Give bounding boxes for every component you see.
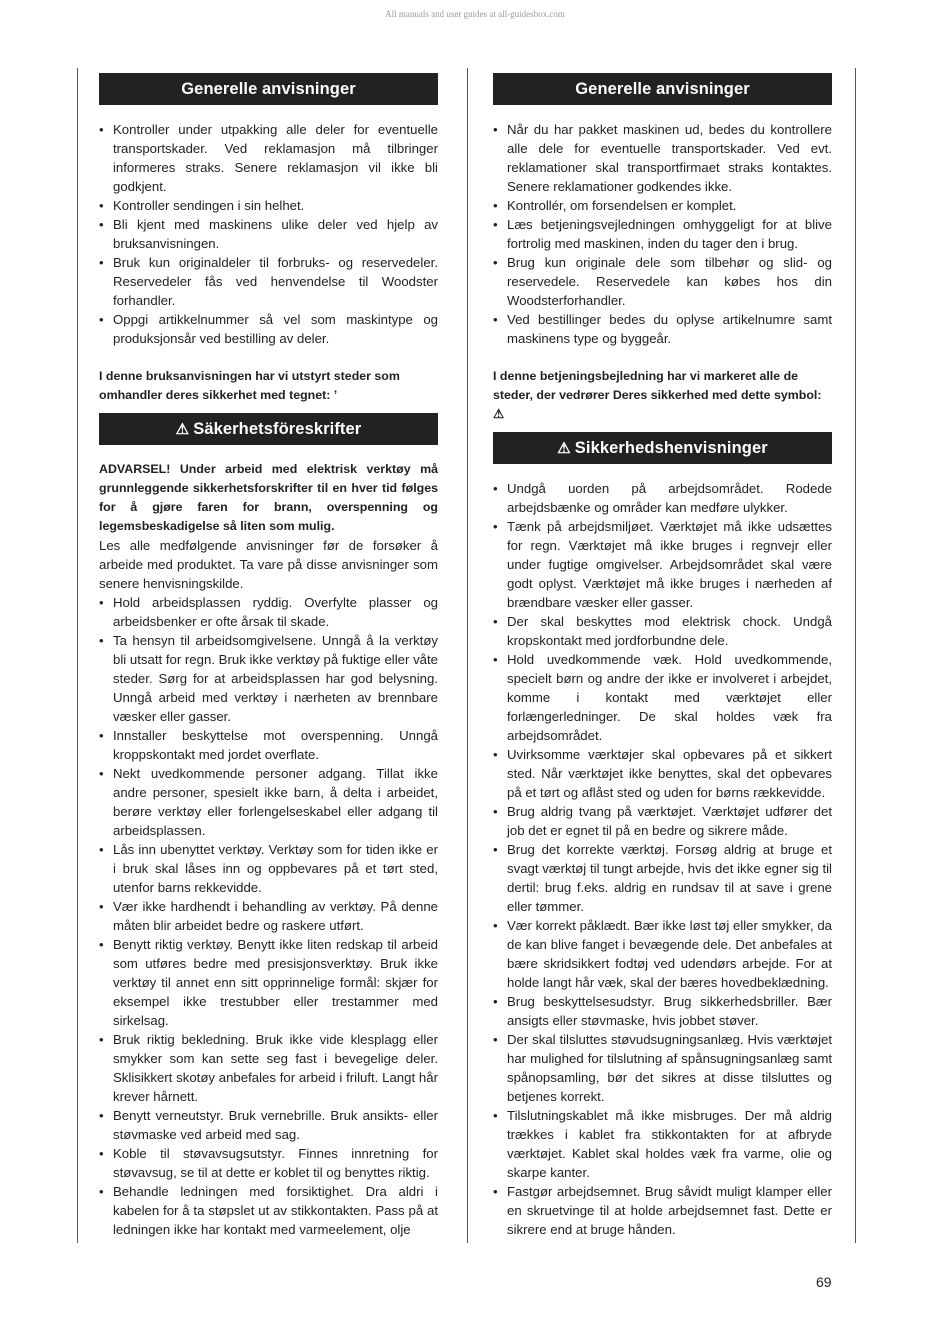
right-column <box>493 73 832 1239</box>
list-item: • Koble til støvavsugsutstyr. Finnes innretning for støvavsug, se til at dette er koblet til og benyttes riktig. <box>99 1144 438 1182</box>
list-item: • Undgå uorden på arbejdsområdet. Rodede arbejdsbænke og områder kan medføre ulykker. <box>493 479 832 517</box>
list-item: • Når du har pakket maskinen ud, bedes du kontrollere alle dele for eventuelle transportskader. Ved evt. reklamationer skal transportfirmaet straks kontaktes. Senere reklamationer godkendes ikke. <box>493 120 832 196</box>
page-number: 69 <box>816 1274 832 1290</box>
warning-triangle-icon: ⚠ <box>493 407 505 421</box>
intro-paragraph-no: Les alle medfølgende anvisninger før de forsøker å arbeide med produktet. Ta vare på disse anvisninger som senere henvisningskilde. <box>99 538 438 591</box>
list-item: • Fastgør arbejdsemnet. Brug såvidt muligt klamper eller en skruetvinge til at holde arbejdsemnet fast. Dette er sikrere end at bruge hånden. <box>493 1182 832 1239</box>
list-item: • Benytt verneutstyr. Bruk vernebrille. Bruk ansikts- eller støvmaske ved arbeid med sag. <box>99 1106 438 1144</box>
left-margin-rule <box>77 68 78 1243</box>
list-item: • Læs betjeningsvejledningen omhyggeligt for at blive fortrolig med maskinen, inden du tager den i brug. <box>493 215 832 253</box>
safety-list-da <box>493 479 832 1239</box>
list-item: • Uvirksomme værktøjer skal opbevares på et sikkert sted. Når værktøjet ikke benyttes, skal det opbevares på et tørt og aflåst sted og uden for børns rækkevidde. <box>493 745 832 802</box>
list-item: • Brug aldrig tvang på værktøjet. Værktøjet udfører det job det er egnet til på en bedre og sikrere måde. <box>493 802 832 840</box>
list-item: • Tilslutningskablet må ikke misbruges. Der må aldrig trækkes i kablet fra stikkontakten for at afbryde værktøjet. Kablet skal holdes væk fra varme, olie og skarpe kanter. <box>493 1106 832 1182</box>
list-item: • Nekt uvedkommende personer adgang. Tillat ikke andre personer, spesielt ikke barn, å delta i arbeidet, berøre verktøy eller forlengelseskabel eller adgang til arbeidsplassen. <box>99 764 438 840</box>
list-item: • Brug beskyttelsesudstyr. Brug sikkerhedsbriller. Bær ansigts eller støvmaske, hvis jobbet støver. <box>493 992 832 1030</box>
warning-triangle-icon: ⚠ <box>557 440 571 457</box>
list-item: • Innstaller beskyttelse mot overspenning. Unngå kroppskontakt med jordet overflate. <box>99 726 438 764</box>
list-item: • Bli kjent med maskinens ulike deler ved hjelp av bruksanvisningen. <box>99 215 438 253</box>
list-item: • Lås inn ubenyttet verktøy. Verktøy som for tiden ikke er i bruk skal låses inn og oppbevares på et tørt sted, utenfor barns rekkevidde. <box>99 840 438 897</box>
general-heading-no: Generelle anvisninger <box>99 73 438 105</box>
list-item: • Oppgi artikkelnummer så vel som maskintype og produksjonsår ved bestilling av deler. <box>99 310 438 348</box>
list-item: • Behandle ledningen med forsiktighet. Dra aldri i kabelen for å ta støpslet ut av stikkontakten. Pass på at ledningen ikke har kontakt med varmeelement, olje <box>99 1182 438 1239</box>
symbol-note-no: I denne bruksanvisningen har vi utstyrt steder som omhandler deres sikkerhet med tegnet: ’ <box>99 369 400 402</box>
left-column <box>99 73 438 1239</box>
right-margin-rule <box>855 68 856 1243</box>
safety-heading-no <box>99 413 438 445</box>
warning-triangle-icon: ⚠ <box>175 421 190 438</box>
list-item: • Der skal beskyttes mod elektrisk chock. Undgå kropskontakt med jordforbundne dele. <box>493 612 832 650</box>
symbol-note-da <box>493 367 832 424</box>
list-item: • Bruk riktig bekledning. Bruk ikke vide klesplagg eller smykker som kan sette seg fast i bevegelige deler. Sklisikkert skotøy anbefales for arbeid i friluft. Langt hår krever hårnett. <box>99 1030 438 1106</box>
watermark-text: All manuals and user guides at all-guidesbox.com <box>385 9 565 19</box>
list-item: • Ved bestillinger bedes du oplyse artikelnumre samt maskinens type og byggeår. <box>493 310 832 348</box>
list-item: • Vær ikke hardhendt i behandling av verktøy. På denne måten blir arbeidet bedre og raskere utført. <box>99 897 438 935</box>
list-item: • Bruk kun originaldeler til forbruks- og reservedeler. Reservedeler fås ved henvendelse til Woodster forhandler. <box>99 253 438 310</box>
list-item: • Benytt riktig verktøy. Benytt ikke liten redskap til arbeid som utføres bedre med presisjonsverktøy. Bruk ikke verktøy til annet enn sitt opprinnelige formål: skjær for eksempel ikke trestubber eller trestammer med sirkelsag. <box>99 935 438 1030</box>
list-item: • Brug kun originale dele som tilbehør og slid- og reservedele. Reservedele kan købes hos din Woodsterforhandler. <box>493 253 832 310</box>
safety-list-no <box>99 593 438 1239</box>
general-heading-da: Generelle anvisninger <box>493 73 832 105</box>
list-item: • Hold uvedkommende væk. Hold uvedkommende, specielt børn og andre der ikke er involveret i arbejdet, komme i kontakt med værktøjet eller forlængerledninger. De skal holdes væk fra arbejdsområdet. <box>493 650 832 745</box>
safety-heading-da <box>493 432 832 464</box>
list-item: • Hold arbeidsplassen ryddig. Overfylte plasser og arbeidsbenker er ofte årsak til skade. <box>99 593 438 631</box>
list-item: • Ta hensyn til arbeidsomgivelsene. Unngå å la verktøy bli utsatt for regn. Bruk ikke verktøy på fuktige eller våte steder. Sørg for at arbeidsplassen har god belysning. Unngå arbeid med verktøy i nærheten av brennbare væsker eller gasser. <box>99 631 438 726</box>
safety-heading-no-label: Säkerhetsföreskrifter <box>193 420 362 438</box>
list-item: • Kontroller under utpakking alle deler for eventuelle transportskader. Ved reklamasjon må tilbringer informeres straks. Senere reklamasjon vil ikke bli godkjent. <box>99 120 438 196</box>
symbol-note-da-text: I denne betjeningsbejledning har vi markeret alle de steder, der vedrører Deres sikkerhed med dette symbol: <box>493 369 822 402</box>
list-item: • Kontroller sendingen i sin helhet. <box>99 196 438 215</box>
center-divider-rule <box>467 68 468 1243</box>
general-list-no <box>99 120 438 348</box>
list-item: • Brug det korrekte værktøj. Forsøg aldrig at bruge et svagt værktøj til tungt arbejde, hvis det ikke egner sig til dertil: brug f.eks. aldrig en rundsav til at save i grene eller tømmer. <box>493 840 832 916</box>
list-item: • Vær korrekt påklædt. Bær ikke løst tøj eller smykker, da de kan blive fanget i bevægende dele. Det anbefales at bære skridsikkert fodtøj ved udendørs arbejde. For at holde langt hår væk, skal der bæres hovedbeklædning. <box>493 916 832 992</box>
general-list-da <box>493 120 832 348</box>
list-item: • Tænk på arbejdsmiljøet. Værktøjet må ikke udsættes for regn. Værktøjet må ikke bruges i regnvejr eller under fugtige omgivelser. Arbejdsområdet skal være godt oplyst. Værktøjet må ikke bruges i nærheden af brændbare væsker eller gasser. <box>493 517 832 612</box>
list-item: • Kontrollér, om forsendelsen er komplet. <box>493 196 832 215</box>
warning-paragraph-no: ADVARSEL! Under arbeid med elektrisk verktøy må grunnleggende sikkerhetsforskrifter til en hver tid følges for å gjøre faren for brann, overspenning og legemsbeskadigelse så liten som mulig. <box>99 462 438 533</box>
safety-heading-da-label: Sikkerhedshenvisninger <box>574 439 768 457</box>
list-item: • Der skal tilsluttes støvudsugningsanlæg. Hvis værktøjet har mulighed for tilslutning af spånsugningsanlæg samt spånopsamling, bør det sikres at disse tilsluttes og betjenes korrekt. <box>493 1030 832 1106</box>
